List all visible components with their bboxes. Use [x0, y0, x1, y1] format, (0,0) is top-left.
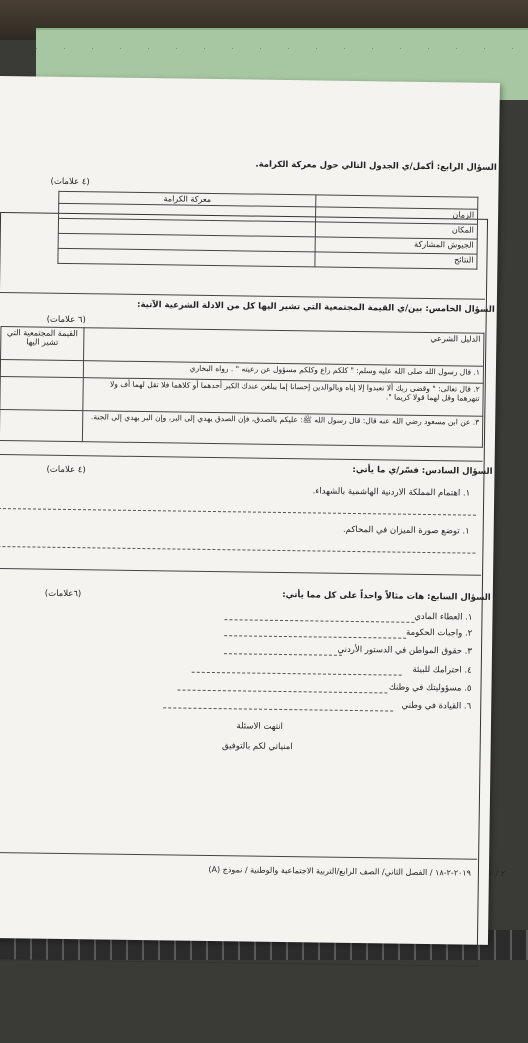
q5-answer[interactable] — [0, 410, 83, 442]
q4-marks: (٤ علامات) — [50, 176, 90, 188]
q5-col-evidence: الدليل الشرعي — [84, 328, 484, 367]
q5-answer[interactable] — [0, 377, 83, 411]
q6-item: ١. اهتمام المملكة الاردنية الهاشمية بالشهداء. — [312, 486, 471, 499]
q5-evidence: ١. قال رسول الله صلى الله عليه وسلم: " كلكم راع وكلكم مسؤول عن رعيته " . رواه البخاري — [83, 361, 483, 384]
q4-row-label: الجيوش المشاركة — [315, 237, 477, 254]
closing-wish: امنياتي لكم بالتوفيق — [221, 741, 293, 753]
footer-text: ٢٠١٩-٢-١٨ / الفصل الثاني/ الصف الرابع/التربية الاجتماعية والوطنية / نموذج (A) — [208, 864, 471, 878]
exam-sheet — [0, 76, 505, 945]
q7-item: ٢. واجبات الحكومة — [405, 627, 473, 639]
q7-marks: (٦علامات) — [44, 588, 82, 600]
q6-marks: (٤ علامات) — [46, 464, 86, 476]
q7-title: السؤال السابع: هات مثالاً واحداً على كل مما يأتي: — [282, 589, 491, 603]
q6-item: ١. توضع صورة الميزان في المحاكم. — [342, 524, 470, 537]
q7-item: ١. العطاء المادي — [414, 611, 473, 623]
q5-title: السؤال الخامس: بين/ي القيمة المجتمعية التي تشير اليها كل من الادلة الشرعية الآتية: — [137, 299, 495, 315]
q5-col-value: القيمة المجتمعية التي تشير اليها — [1, 327, 84, 361]
q4-row-label: الزمان — [315, 207, 477, 224]
q5-answer[interactable] — [0, 360, 83, 378]
q5-table — [0, 326, 484, 448]
q4-title: السؤال الرابع: أكمل/ي الجدول التالي حول معركة الكرامة. — [255, 159, 497, 173]
page-number: ٢ / ١ — [488, 868, 505, 879]
closing-end: انتهت الاسئلة — [236, 721, 284, 733]
q5-evidence: ٢. قال تعالى: " وقضى ربك ألا تعبدوا إلا إياه وبالوالدين إحسانا إما يبلغن عندك الكبر أحدهما أو كلاهما فلا تقل لهما أف ولا تنهرهما وقل لهما قولا كريما ". — [83, 378, 483, 417]
q6-title: السؤال السادس: فسّر/ي ما يأتي: — [352, 464, 493, 477]
q5-marks: (٦ علامات) — [46, 314, 86, 326]
q7-item: ٥. مسؤوليتك في وطنك — [388, 682, 472, 694]
q7-item: ٤. احترامك للبيئة — [412, 664, 472, 676]
q4-table — [57, 191, 478, 270]
q7-item: ٦. القيادة في وطني — [401, 700, 472, 712]
q4-row-answer[interactable] — [58, 248, 315, 267]
q4-row-label: المكان — [315, 222, 477, 239]
q4-row-label: النتائج — [315, 252, 477, 269]
q7-item: ٣. حقوق المواطن في الدستور الأردني — [337, 644, 473, 657]
q5-evidence: ٣. عن ابن مسعود رضي الله عنه قال: قال رسول الله ﷺ: عليكم بالصدق، فإن الصدق يهدي إلى البر، وإن البر يهدي إلى الجنة. — [82, 411, 482, 448]
q4-table-header: معركة الكرامة — [59, 191, 316, 207]
